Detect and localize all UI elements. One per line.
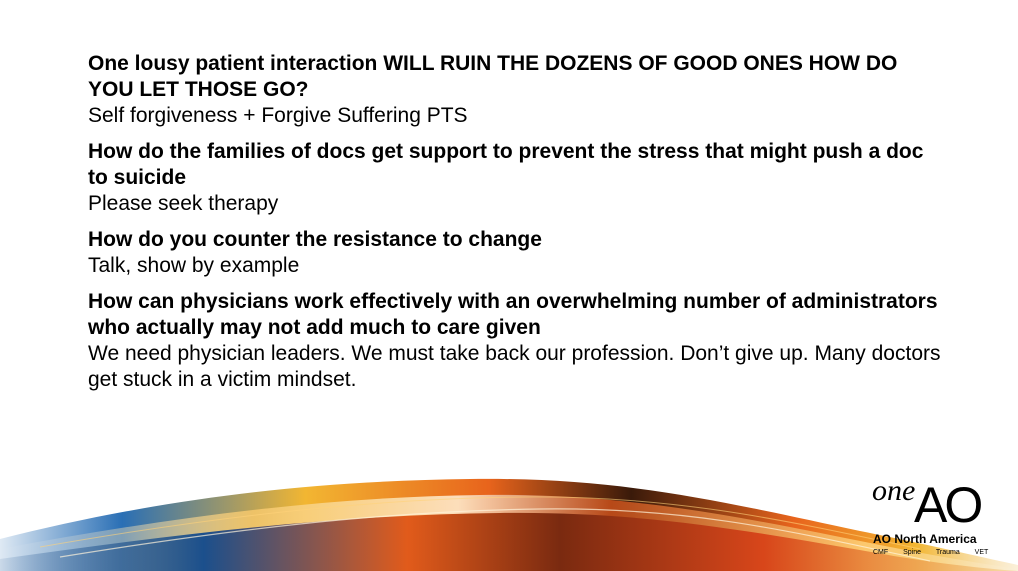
logo-one-text: one — [872, 474, 916, 507]
division-cmf: CMF — [873, 549, 889, 556]
division-trauma: Trauma — [935, 549, 960, 556]
answer-1: Self forgiveness + Forgive Suffering PTS — [88, 104, 468, 127]
question-3: How do you counter the resistance to change — [88, 228, 542, 251]
logo-ao-text: AO — [914, 477, 981, 533]
answer-3: Talk, show by example — [88, 254, 300, 277]
qa-item-1 — [88, 51, 948, 129]
qa-item-4 — [88, 289, 948, 393]
question-4: How can physicians work effectively with an overwhelming number of administrators who actually may not add much to care given — [88, 290, 938, 339]
answer-2: Please seek therapy — [88, 192, 279, 215]
qa-list — [88, 51, 948, 403]
answer-4: We need physician leaders. We must take back our profession. Don’t give up. Many doctors get stuck in a victim mindset. — [88, 342, 941, 391]
question-2: How do the families of docs get support to prevent the stress that might push a doc to suicide — [88, 140, 924, 189]
logo-divisions — [873, 548, 997, 557]
logo-organization: AO North America — [873, 532, 977, 546]
qa-item-3 — [88, 227, 948, 279]
division-vet: VET — [974, 549, 989, 556]
qa-item-2 — [88, 139, 948, 217]
question-1: One lousy patient interaction WILL RUIN THE DOZENS OF GOOD ONES HOW DO YOU LET THOSE GO? — [88, 52, 898, 101]
one-ao-logo — [862, 474, 1002, 566]
division-spine: Spine — [903, 549, 922, 556]
